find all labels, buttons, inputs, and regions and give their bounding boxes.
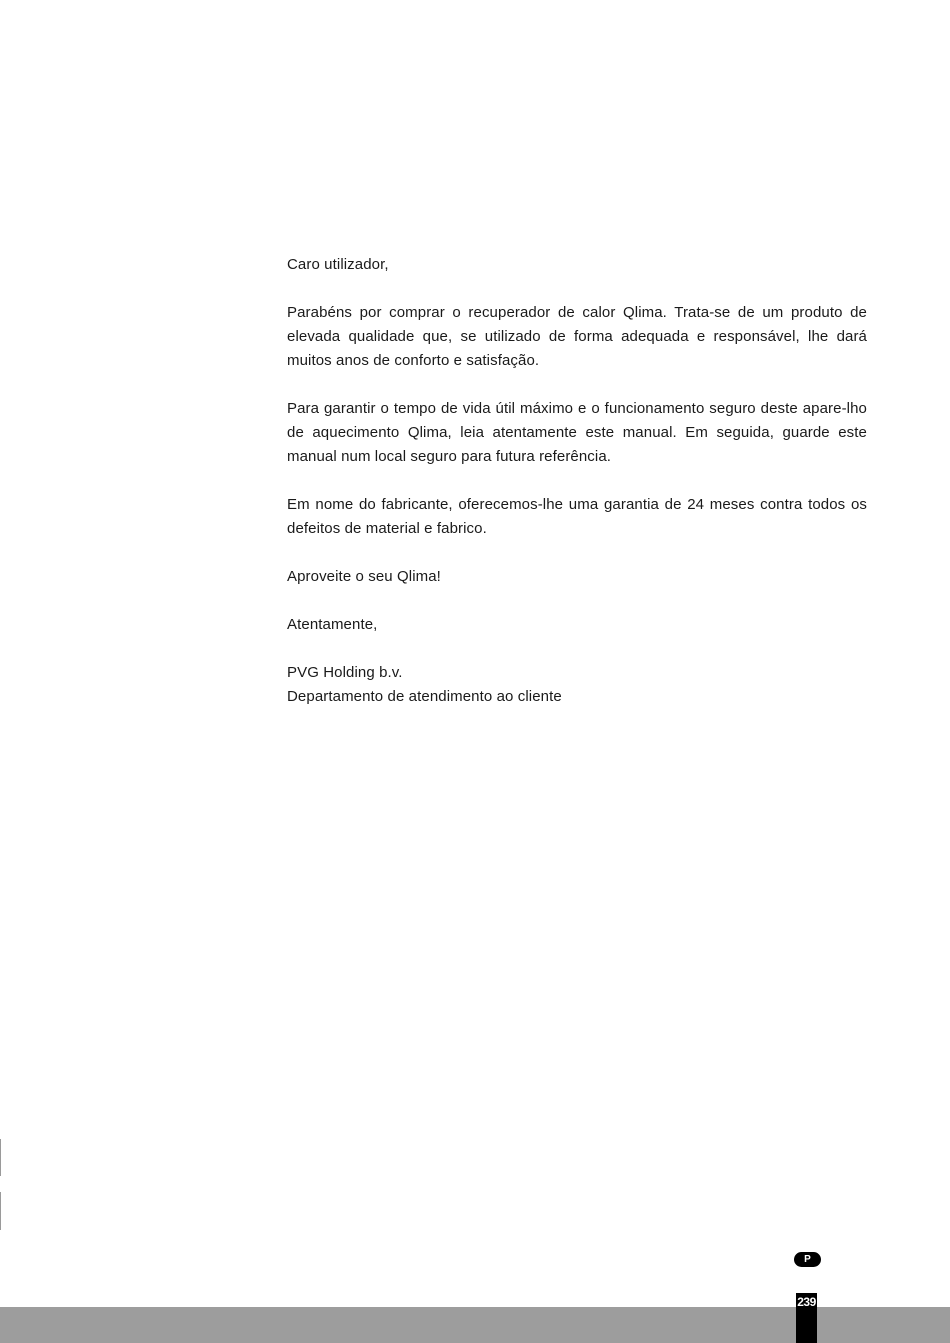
paragraph-enjoy: Aproveite o seu Qlima! [287, 568, 441, 585]
greeting: Caro utilizador, [287, 256, 389, 273]
signature [287, 661, 867, 709]
margin-crop-mark-bottom [0, 1192, 1, 1230]
closing: Atentamente, [287, 616, 378, 633]
language-badge: P [794, 1252, 821, 1267]
page-number: 239 [797, 1295, 816, 1309]
margin-crop-mark-top [0, 1139, 1, 1176]
page-number-tab [796, 1293, 817, 1343]
paragraph-warranty: Em nome do fabricante, oferecemos-lhe uma garantia de 24 meses contra todos os defeitos de material e fabrico. [287, 496, 867, 537]
signature-department: Departamento de atendimento ao cliente [287, 688, 562, 705]
signature-company: PVG Holding b.v. [287, 664, 403, 681]
letter-body [287, 253, 867, 709]
paragraph-manual: Para garantir o tempo de vida útil máximo e o funcionamento seguro deste apare-lho de aquecimento Qlima, leia atentamente este manual. Em seguida, guarde este manual num local seguro para futura referência. [287, 400, 867, 465]
paragraph-thanks: Parabéns por comprar o recuperador de calor Qlima. Trata-se de um produto de elevada qualidade que, se utilizado de forma adequada e responsável, lhe dará muitos anos de conforto e satisfação. [287, 304, 867, 369]
